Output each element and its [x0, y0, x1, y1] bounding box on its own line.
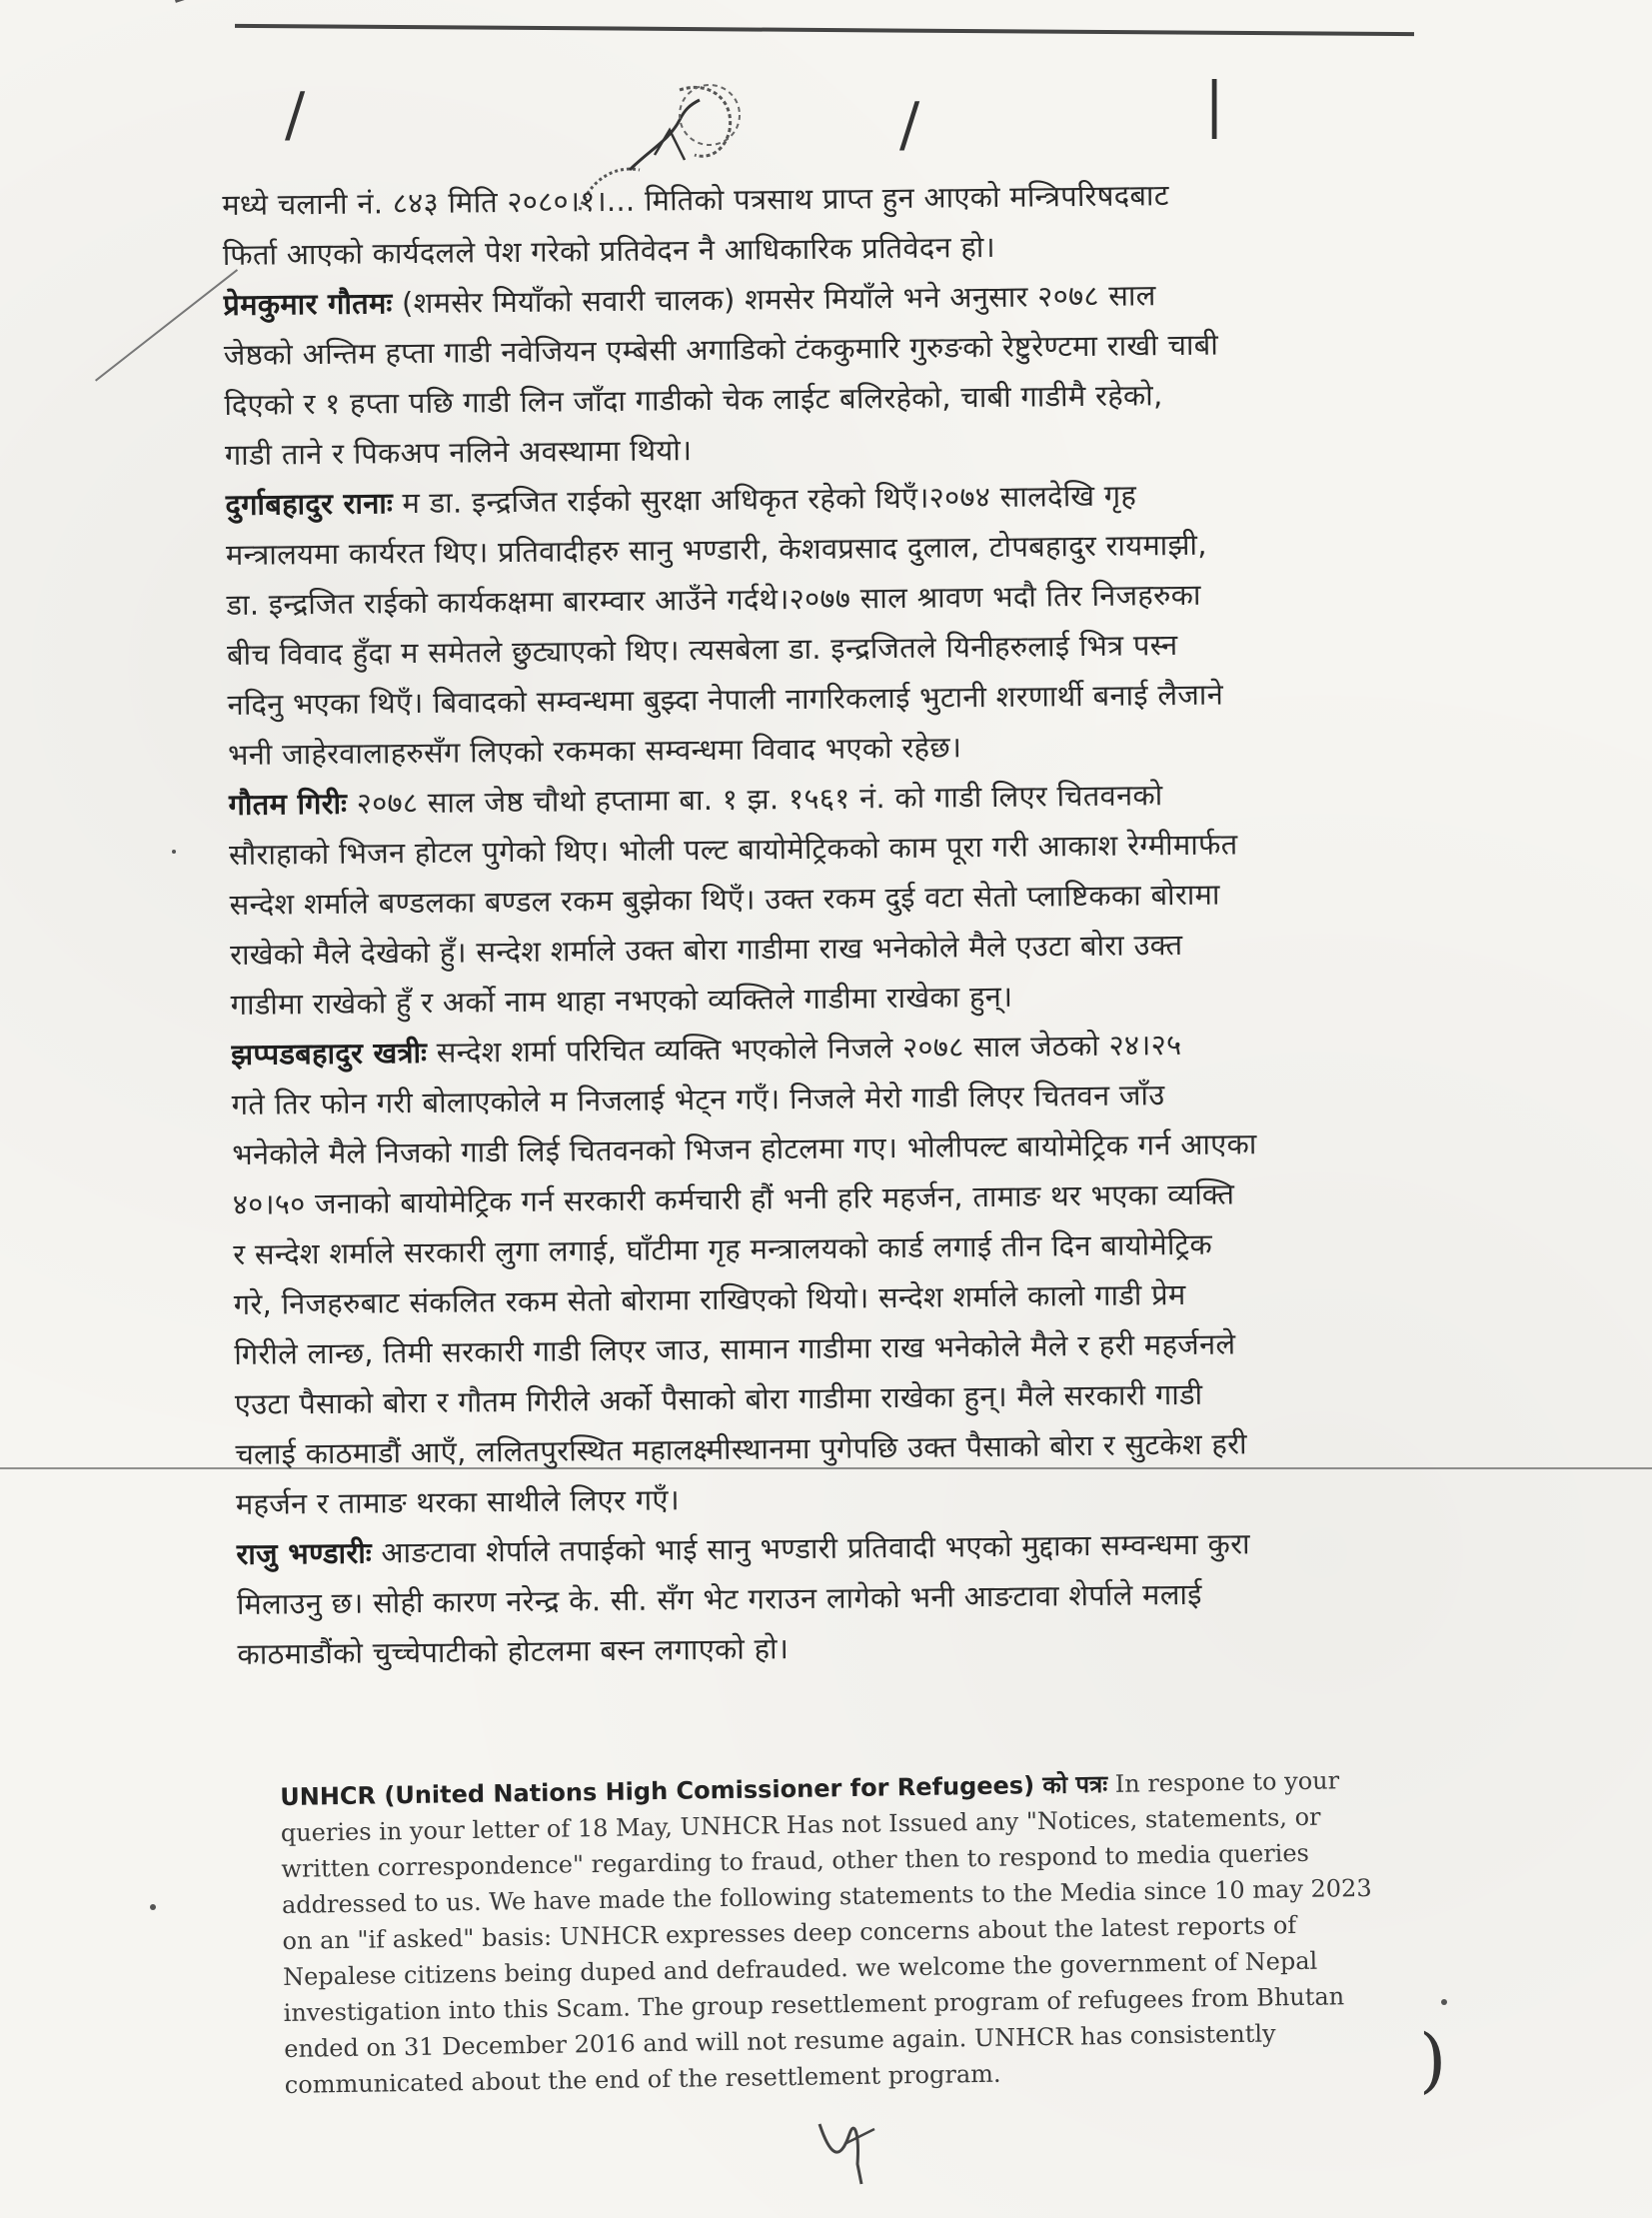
text-line: ४०।५० जनाको बायोमेट्रिक गर्न सरकारी कर्मचारी हौं भनी हरि महर्जन, तामाङ थर भएका व्यक्ति [232, 1176, 1235, 1221]
unhcr-text-line: written correspondence" regarding to fraud, other then to respond to media queries [281, 1838, 1310, 1883]
statement-text: २०७८ साल जेष्ठ चौथो हप्तामा बा. १ झ. १५६१ नं. को गाडी लिएर चितवनको [347, 778, 1163, 821]
text-line: महर्जन र तामाङ थरका साथीले लिएर गएँ। [235, 1482, 681, 1521]
unhcr-text-line: Nepalese citizens being duped and defrauded. we welcome the government of Nepal [282, 1946, 1318, 1991]
pen-stroke-mark: / [899, 90, 920, 160]
text-line: बीच विवाद हुँदा म समेतले छुट्याएको थिए। त्यसबेला डा. इन्द्रजितले यिनीहरुलाई भित्र पस्न [226, 628, 1178, 672]
statement-text: आङटावा शेर्पाले तपाईको भाई सानु भण्डारी प्रतिवादी भएको मुद्दाका सम्वन्धमा कुरा [371, 1526, 1251, 1570]
text-line: गिरीले लान्छ, तिमी सरकारी गाडी लिएर जाउ, सामान गाडीमा राख भनेकोले मैले र हरी महर्जनले [234, 1326, 1236, 1371]
text-line: चलाई काठमाडौं आएँ, ललितपुरस्थित महालक्ष्मीस्थानमा पुगेपछि उक्त पैसाको बोरा र सुटकेश हरी [235, 1426, 1247, 1471]
text-line: सौराहाको भिजन होटल पुगेको थिए। भोली पल्ट बायोमेट्रिकको काम पूरा गरी आकाश रेग्मीमार्फत [228, 827, 1238, 872]
statement-text: (शमसेर मियाँको सवारी चालक) शमसेर मियाँले भने अनुसार २०७८ साल [392, 278, 1156, 321]
unhcr-text-line: on an "if asked" basis: UNHCR expresses deep concerns about the latest reports of [282, 1911, 1297, 1955]
text-line: गाडी ताने र पिकअप नलिने अवस्थामा थियो। [224, 433, 693, 472]
witness-name: प्रेमकुमार गौतमः [223, 286, 393, 322]
unhcr-text-line: investigation into this Scam. The group resettlement program of refugees from Bhutan [283, 1982, 1345, 2027]
punch-hole-speck [150, 1904, 156, 1910]
statement-text: म डा. इन्द्रजित राईको सुरक्षा अधिकृत रहेको थिएँ।२०७४ सालदेखि गृह [392, 478, 1137, 521]
witness-name: राजु भण्डारीः [236, 1535, 373, 1571]
text-line: गरे, निजहरुबाट संकलित रकम सेतो बोरामा राखिएको थियो। सन्देश शर्माले कालो गाडी प्रेम [233, 1276, 1186, 1321]
fold-corner-line [175, 0, 423, 3]
witness-name: झप्पडबहादुर खत्रीः [230, 1035, 428, 1072]
text-line: र सन्देश शर्माले सरकारी लुगा लगाई, घाँटीमा गृह मन्त्रालयको कार्ड लगाई तीन दिन बायोमेट्रिक [233, 1226, 1213, 1271]
text-line: गते तिर फोन गरी बोलाएकोले म निजलाई भेट्न गएँ। निजले मेरो गाडी लिएर चितवन जाँउ [231, 1078, 1165, 1121]
unhcr-text: In respone to your [1114, 1766, 1340, 1798]
pen-stroke-mark: / [285, 80, 306, 150]
witness-name: दुर्गाबहादुर रानाः [225, 486, 394, 522]
nepali-report-body [222, 167, 1457, 1679]
text-line: मन्त्रालयमा कार्यरत थिए। प्रतिवादीहरु सानु भण्डारी, केशवप्रसाद दुलाल, टोपबहादुर रायमाझी, [225, 527, 1207, 572]
statement-text: सन्देश शर्मा परिचित व्यक्ति भएकोले निजले २०७८ साल जेठको २४।२५ [427, 1027, 1182, 1070]
pen-stroke-mark: | [1204, 70, 1225, 140]
witness-name: गौतम गिरीः [228, 786, 348, 822]
text-line: राखेको मैले देखेको हुँ। सन्देश शर्माले उक्त बोरा गाडीमा राख भनेकोले मैले एउटा बोरा उक्त [229, 927, 1183, 972]
text-line: जेष्ठको अन्तिम हप्ता गाडी नवेजियन एम्बेसी अगाडिको टंककुमारि गुरुङको रेष्टुरेण्टमा राखी चाबी [223, 327, 1219, 372]
punch-hole-speck [1441, 1999, 1447, 2005]
text-line: मध्ये चलानी नं. ८४३ मिति २०८०।१।... मितिको पत्रसाथ प्राप्त हुन आएको मन्त्रिपरिषदबाट [222, 178, 1169, 222]
unhcr-heading: UNHCR (United Nations High Comissioner for Refugees) को पत्रः [280, 1769, 1108, 1811]
unhcr-text-line: queries in your letter of 18 May, UNHCR Has not Issued any "Notices, statements, or [280, 1802, 1321, 1847]
text-line: दिएको र १ हप्ता पछि गाडी लिन जाँदा गाडीको चेक लाईट बलिरहेको, चाबी गाडीमै रहेको, [224, 378, 1163, 422]
text-line: एउटा पैसाको बोरा र गौतम गिरीले अर्को पैसाको बोरा गाडीमा राखेका हुन्। मैले सरकारी गाडी [234, 1376, 1203, 1421]
text-line: काठमाडौंको चुच्चेपाटीको होटलमा बस्न लगाएको हो। [237, 1631, 790, 1671]
unhcr-letter-excerpt [280, 1760, 1464, 2102]
top-crease-line [235, 24, 1414, 36]
text-line: सन्देश शर्माले बण्डलका बण्डल रकम बुझेका थिएँ। उक्त रकम दुई वटा सेतो प्लाष्टिकका बोरामा [229, 877, 1220, 922]
text-line: फिर्ता आएको कार्यदलले पेश गरेको प्रतिवेदन नै आधिकारिक प्रतिवेदन हो। [222, 229, 996, 272]
noise-speck [172, 850, 176, 854]
fold-mark-line [95, 269, 238, 381]
text-line: नदिनु भएका थिएँ। बिवादको सम्वन्धमा बुझ्दा नेपाली नागरिकलाई भुटानी शरणार्थी बनाई लैजाने [227, 677, 1224, 722]
text-line: डा. इन्द्रजित राईको कार्यकक्षमा बारम्वार आउँने गर्दथे।२०७७ साल श्रावण भदौ तिर निजहरुका [226, 577, 1201, 622]
text-line: मिलाउनु छ। सोही कारण नरेन्द्र के. सी. सँग भेट गराउन लागेको भनी आङटावा शेर्पाले मलाई [236, 1576, 1202, 1621]
unhcr-text-line: addressed to us. We have made the following statements to the Media since 10 may 2023 [281, 1873, 1372, 1919]
initials-signature-icon [800, 2094, 899, 2194]
text-line: गाडीमा राखेको हुँ र अर्को नाम थाहा नभएको व्यक्तिले गाडीमा राखेका हुन्। [230, 979, 1013, 1022]
unhcr-text-line: ended on 31 December 2016 and will not resume again. UNHCR has consistently [284, 2019, 1276, 2063]
text-line: भनेकोले मैले निजको गाडी लिई चितवनको भिजन होटलमा गए। भोलीपल्ट बायोमेट्रिक गर्न आएका [232, 1126, 1257, 1171]
text-line: भनी जाहेरवालाहरुसँग लिएको रकमका सम्वन्धमा विवाद भएको रहेछ। [227, 730, 962, 772]
unhcr-text-line: communicated about the end of the resettlement program. [284, 2059, 1001, 2099]
pen-stroke-mark: ) [1419, 2019, 1447, 2101]
